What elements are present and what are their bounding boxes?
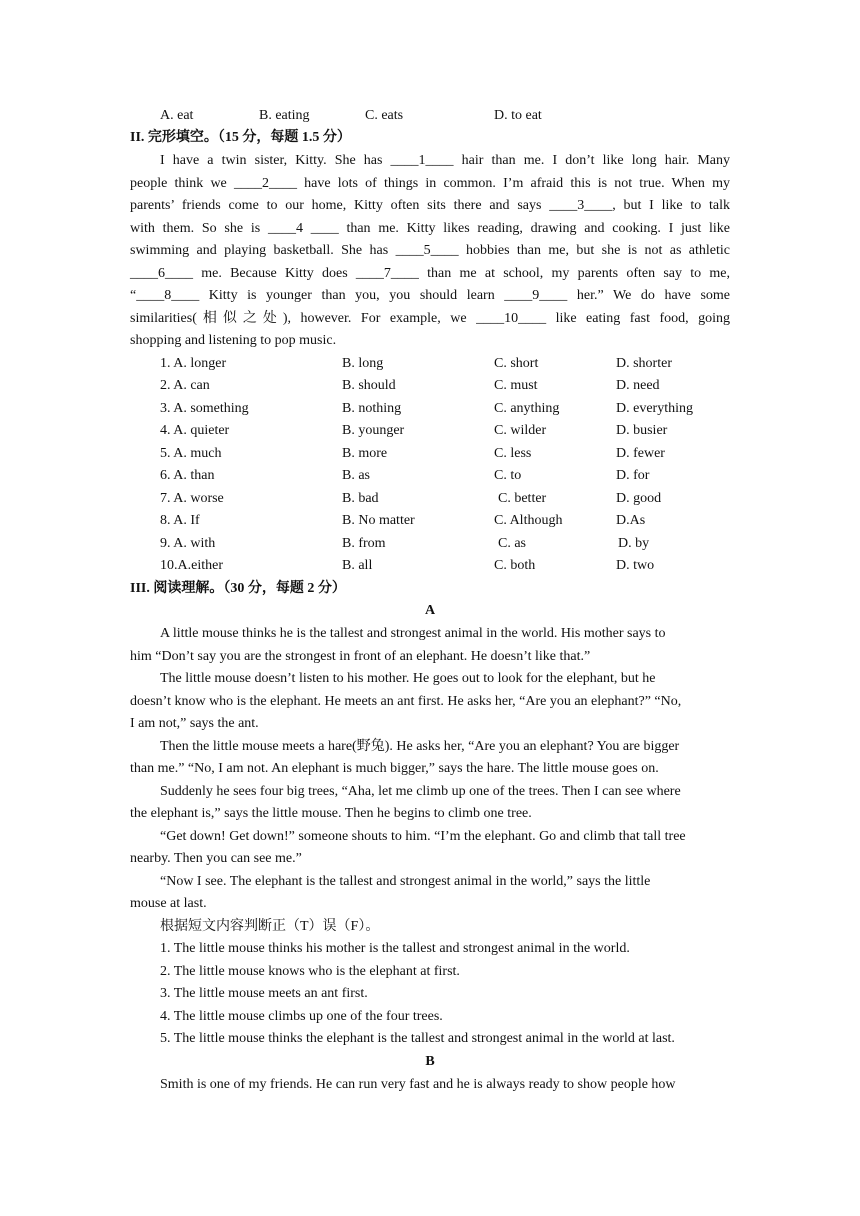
option-b: B. younger — [342, 423, 405, 438]
top-option-b: B. eating — [259, 108, 310, 123]
passage-line: Suddenly he sees four big trees, “Aha, let me climb up one of the trees. Then I can see where — [160, 784, 681, 799]
option-a: 8. A. If — [160, 513, 200, 528]
option-c: C. anything — [494, 401, 560, 416]
passage-line: “Get down! Get down!” someone shouts to him. “I’m the elephant. Go and climb that tall tree — [160, 829, 686, 844]
option-c: C. to — [494, 468, 522, 483]
passage-line: “Now I see. The elephant is the tallest and strongest animal in the world,” says the little — [160, 874, 651, 889]
tf-statement: 1. The little mouse thinks his mother is the tallest and strongest animal in the world. — [160, 941, 630, 956]
passage-line: A little mouse thinks he is the tallest and strongest animal in the world. His mother says to — [160, 626, 666, 641]
option-b: B. from — [342, 536, 386, 551]
passage-line: I am not,” says the ant. — [130, 716, 259, 731]
passage-line: doesn’t know who is the elephant. He meets an ant first. He asks her, “Are you an elephant?” “No, — [130, 694, 682, 709]
option-b: B. all — [342, 558, 373, 573]
option-a: 3. A. something — [160, 401, 249, 416]
option-c: C. Although — [494, 513, 563, 528]
option-b: B. nothing — [342, 401, 402, 416]
option-a: 1. A. longer — [160, 356, 227, 371]
passage-line: the elephant is,” says the little mouse. Then he begins to climb one tree. — [130, 806, 532, 821]
option-c: C. short — [494, 356, 539, 371]
passage-line: than me.” “No, I am not. An elephant is much bigger,” says the hare. The little mouse goes on. — [130, 761, 659, 776]
passage-line: nearby. Then you can see me.” — [130, 851, 302, 866]
option-c: C. less — [494, 446, 532, 461]
passage-a-title: A — [424, 603, 436, 618]
option-b: B. bad — [342, 491, 379, 506]
option-c: C. wilder — [494, 423, 547, 438]
option-c: C. as — [498, 536, 526, 551]
option-d: D. busier — [616, 423, 668, 438]
cloze-line: with them. So she is ____4 ____ than me. Kitty likes reading, drawing and cooking. I just like — [130, 221, 730, 236]
option-d: D. good — [616, 491, 662, 506]
cloze-line: shopping and listening to pop music. — [130, 333, 337, 348]
tf-statement: 3. The little mouse meets an ant first. — [160, 986, 368, 1001]
top-option-c: C. eats — [365, 108, 404, 123]
option-d: D. two — [616, 558, 655, 573]
option-b: B. as — [342, 468, 370, 483]
option-a: 7. A. worse — [160, 491, 224, 506]
option-d: D. by — [618, 536, 650, 551]
passage-b-title: B — [425, 1054, 435, 1069]
tf-statement: 2. The little mouse knows who is the elephant at first. — [160, 964, 460, 979]
option-c: C. better — [498, 491, 547, 506]
option-a: 5. A. much — [160, 446, 222, 461]
option-d: D. shorter — [616, 356, 672, 371]
option-a: 2. A. can — [160, 378, 210, 393]
option-a: 9. A. with — [160, 536, 216, 551]
option-b: B. more — [342, 446, 388, 461]
passage-line: mouse at last. — [130, 896, 207, 911]
cloze-line: I have a twin sister, Kitty. She has ____1____ hair than me. I don’t like long hair. Many — [160, 153, 730, 168]
cloze-line: similarities(相似之处), however. For example, we ____10____ like eating fast food, going — [130, 311, 730, 326]
cloze-line: parents’ friends come to our home, Kitty often sits there and says ____3____, but I like to talk — [130, 198, 730, 213]
passage-line: him “Don’t say you are the strongest in front of an elephant. He doesn’t like that.” — [130, 649, 591, 664]
cloze-line: ____6____ me. Because Kitty does ____7____ than me at school, my parents often say to me, — [130, 266, 730, 281]
passage-line: Then the little mouse meets a hare(野兔). He asks her, “Are you an elephant? You are bigger — [160, 739, 680, 754]
cloze-line: people think we ____2____ have lots of things in common. I’m afraid this is not true. When my — [130, 176, 730, 191]
section3-heading: III. 阅读理解。（30 分，每题 2 分） — [130, 581, 346, 596]
option-b: B. should — [342, 378, 396, 393]
option-d: D. everything — [616, 401, 693, 416]
cloze-line: swimming and playing basketball. She has ____5____ hobbies than me, but she is not as athletic — [130, 243, 730, 258]
cloze-line: “____8____ Kitty is younger than you, you should learn ____9____ her.” We do have some — [130, 288, 730, 303]
tf-statement: 4. The little mouse climbs up one of the four trees. — [160, 1009, 443, 1024]
passage-line: The little mouse doesn’t listen to his mother. He goes out to look for the elephant, but he — [160, 671, 656, 686]
option-d: D. fewer — [616, 446, 665, 461]
top-option-d: D. to eat — [494, 108, 542, 123]
tf-statement: 5. The little mouse thinks the elephant is the tallest and strongest animal in the world at last. — [160, 1031, 675, 1046]
option-d: D.As — [616, 513, 646, 528]
option-c: C. both — [494, 558, 536, 573]
option-a: 4. A. quieter — [160, 423, 230, 438]
option-d: D. need — [616, 378, 660, 393]
option-b: B. No matter — [342, 513, 415, 528]
tf-instruction: 根据短文内容判断正（T）误（F）。 — [160, 919, 380, 934]
option-d: D. for — [616, 468, 650, 483]
option-a: 10.A.either — [160, 558, 223, 573]
top-option-a: A. eat — [160, 108, 194, 123]
section2-heading: II. 完形填空。（15 分，每题 1.5 分） — [130, 130, 351, 145]
passage-line: Smith is one of my friends. He can run very fast and he is always ready to show people how — [160, 1077, 676, 1092]
option-a: 6. A. than — [160, 468, 215, 483]
option-c: C. must — [494, 378, 538, 393]
option-b: B. long — [342, 356, 384, 371]
